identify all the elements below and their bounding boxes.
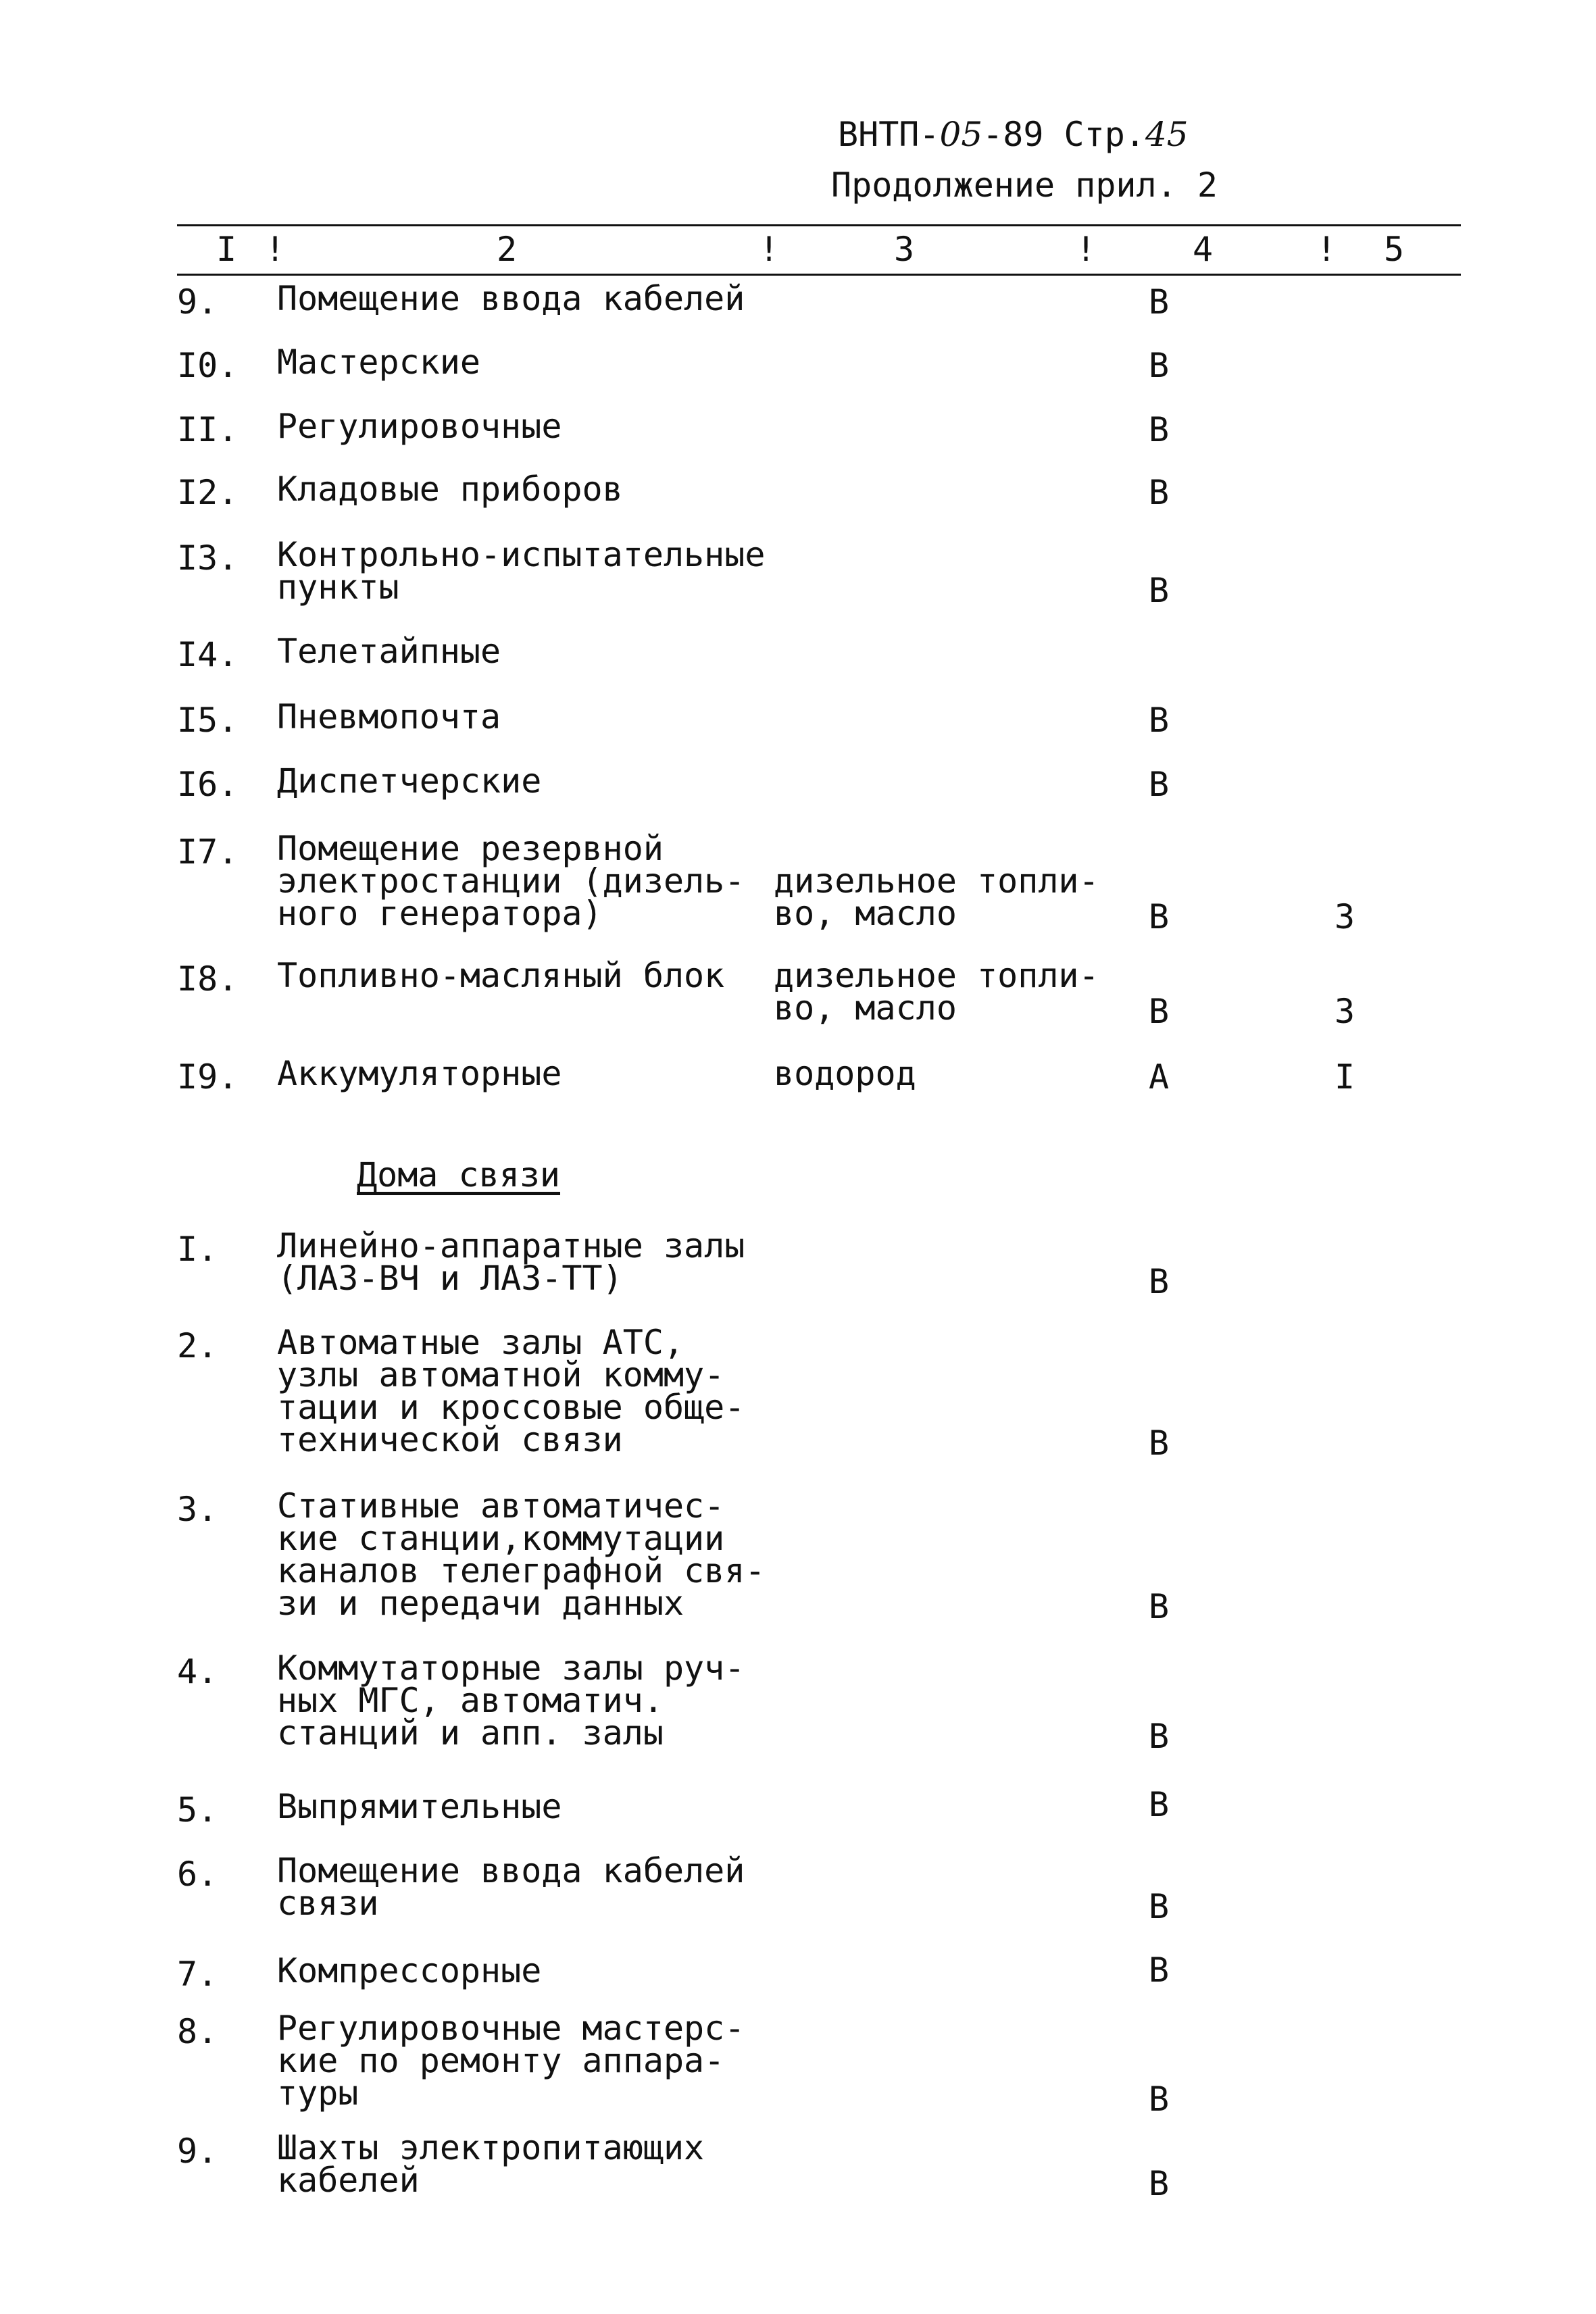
room-name: Аккумуляторные: [277, 1054, 562, 1093]
room-name: Кладовые приборов: [277, 470, 623, 509]
row-number: 9.: [177, 2132, 218, 2171]
table-top-rule: [177, 224, 1461, 226]
substance-value: дизельное топли- во, масло: [774, 956, 1099, 1028]
category-value: В: [1149, 346, 1170, 385]
category-value: В: [1149, 410, 1170, 449]
category-value: В: [1149, 765, 1170, 804]
row-number: II.: [177, 410, 239, 449]
row-number: 5.: [177, 1790, 218, 1830]
room-name: Мастерские: [277, 343, 481, 382]
table-header-rule: [177, 274, 1461, 276]
room-name: Диспетчерские: [277, 761, 542, 801]
room-name: Выпрямительные: [277, 1787, 562, 1826]
column-number-3: 3: [894, 230, 915, 269]
row-number: I6.: [177, 765, 239, 804]
row-number: 8.: [177, 2012, 218, 2051]
category-value: А: [1149, 1057, 1170, 1097]
substance-value: водород: [774, 1054, 916, 1093]
zone-class-value: 3: [1335, 897, 1355, 936]
column-separator: !: [265, 230, 286, 269]
category-value: В: [1149, 282, 1170, 322]
page-number-handwritten: 45: [1145, 115, 1189, 154]
row-number: I5.: [177, 701, 239, 740]
section-title: Дома связи: [357, 1155, 561, 1194]
row-number: I.: [177, 1230, 218, 1269]
row-number: 4.: [177, 1652, 218, 1691]
column-number-1: I: [216, 230, 237, 269]
column-number-2: 2: [497, 230, 518, 269]
row-number: I8.: [177, 959, 239, 999]
room-name: Помещение резервной электростанции (дизель- ного генератора): [277, 829, 745, 933]
room-name: Компрессорные: [277, 1951, 542, 1990]
row-number: 7.: [177, 1955, 218, 1994]
room-name: Линейно-аппаратные залы (ЛАЗ-ВЧ и ЛАЗ-ТТ): [277, 1226, 745, 1298]
room-name: Контрольно-испытательные пункты: [277, 535, 766, 607]
room-name: Телетайпные: [277, 632, 501, 671]
category-value: В: [1149, 571, 1170, 610]
document-code: [838, 115, 1189, 154]
category-value: В: [1149, 2164, 1170, 2203]
category-value: В: [1149, 897, 1170, 936]
row-number: I3.: [177, 538, 239, 578]
column-separator: !: [759, 230, 780, 269]
category-value: В: [1149, 992, 1170, 1031]
code-prefix: ВНТП-: [838, 115, 940, 154]
row-number: 2.: [177, 1326, 218, 1365]
room-name: Пневмопочта: [277, 697, 501, 736]
continuation-label: Продолжение прил. 2: [831, 166, 1218, 205]
category-value: В: [1149, 1424, 1170, 1463]
room-name: Стативные автоматичес- кие станции,коммутации каналов телеграфной свя- зи и передачи данных: [277, 1486, 766, 1623]
substance-value: дизельное топли- во, масло: [774, 861, 1099, 933]
room-name: Регулировочные: [277, 407, 562, 446]
row-number: 9.: [177, 282, 218, 322]
code-suffix: -89 Стр.: [982, 115, 1145, 154]
room-name: Шахты электропитающих кабелей: [277, 2128, 705, 2200]
zone-class-value: I: [1335, 1057, 1355, 1097]
row-number: I2.: [177, 473, 239, 512]
column-separator: !: [1316, 230, 1337, 269]
code-handwritten: 05: [939, 115, 983, 154]
category-value: В: [1149, 473, 1170, 512]
room-name: Коммутаторные залы руч- ных МГС, автоматич. станций и апп. залы: [277, 1649, 745, 1753]
row-number: I4.: [177, 635, 239, 674]
room-name: Автоматные залы АТС, узлы автоматной комму- тации и кроссовые обще- технической связи: [277, 1323, 745, 1459]
row-number: I7.: [177, 832, 239, 872]
room-name: Помещение ввода кабелей связи: [277, 1851, 745, 1923]
column-number-5: 5: [1384, 230, 1405, 269]
category-value: В: [1149, 1587, 1170, 1626]
zone-class-value: 3: [1335, 992, 1355, 1031]
category-value: В: [1149, 2080, 1170, 2119]
column-separator: !: [1076, 230, 1097, 269]
row-number: 6.: [177, 1855, 218, 1894]
category-value: В: [1149, 1262, 1170, 1301]
row-number: I9.: [177, 1057, 239, 1097]
category-value: В: [1149, 1785, 1170, 1824]
row-number: I0.: [177, 346, 239, 385]
room-name: Регулировочные мастерс- кие по ремонту аппара- туры: [277, 2009, 745, 2113]
room-name: Помещение ввода кабелей: [277, 279, 745, 318]
category-value: В: [1149, 1951, 1170, 1990]
room-name: Топливно-масляный блок: [277, 956, 725, 995]
column-number-4: 4: [1193, 230, 1214, 269]
category-value: В: [1149, 701, 1170, 740]
category-value: В: [1149, 1717, 1170, 1756]
row-number: 3.: [177, 1490, 218, 1529]
category-value: В: [1149, 1887, 1170, 1926]
